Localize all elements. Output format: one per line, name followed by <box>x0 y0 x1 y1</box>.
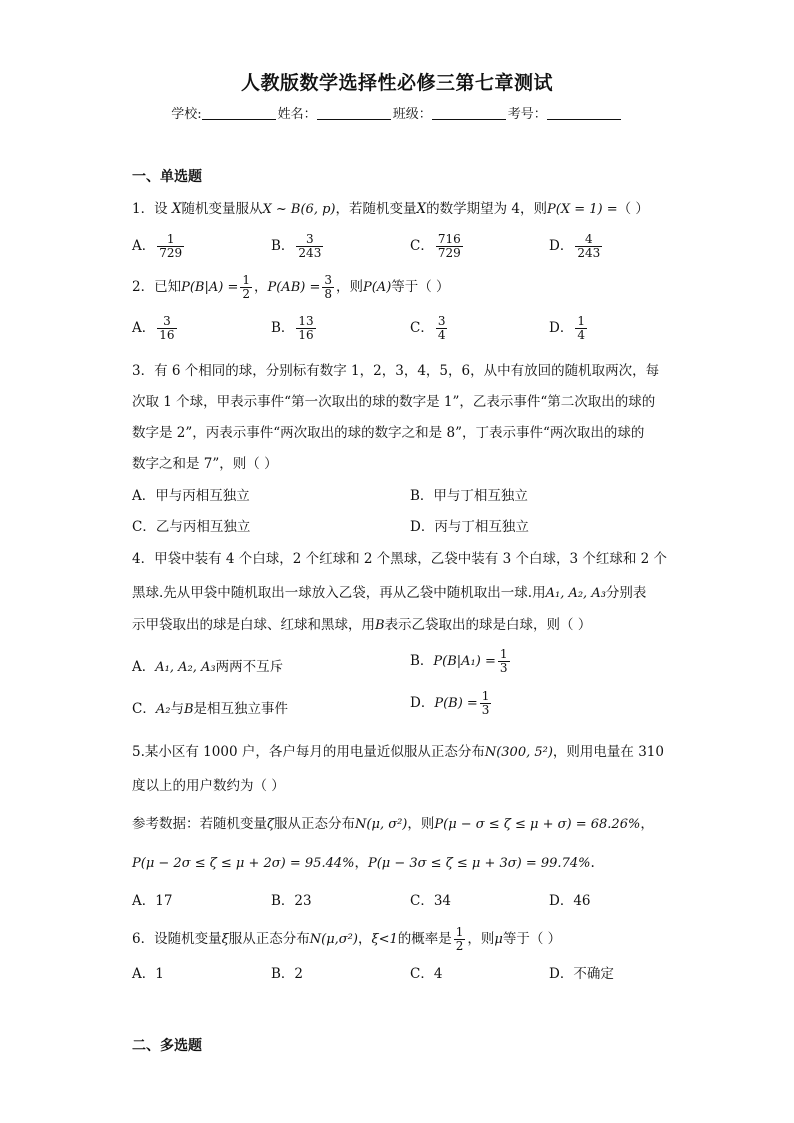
q5-option-d[interactable]: D．46 <box>549 893 591 909</box>
fraction <box>454 926 466 953</box>
option-label: A． <box>132 320 156 336</box>
option-text: 是相互独立事件 <box>193 701 289 717</box>
option-label: C． <box>410 238 434 254</box>
q3-line-3: 数字是 2”，丙表示事件“两次取出的球的数字之和是 8”，丁表示事件“两次取出的球的 <box>132 425 645 441</box>
numerator: 716 <box>437 232 461 246</box>
q1-expression: P(X = 1) = <box>547 202 618 217</box>
q1-text: ，若随机变量 <box>335 201 417 217</box>
question-6 <box>132 926 561 953</box>
fraction <box>575 315 587 342</box>
denominator: 4 <box>577 328 585 342</box>
numerator: 1 <box>499 647 508 661</box>
q5-math: N(μ, σ²) <box>355 817 408 832</box>
q1-var: X <box>171 201 182 217</box>
numerator: 3 <box>437 314 446 328</box>
q1-text: 的数学期望为 4，则 <box>426 201 547 217</box>
q5-math: ζ <box>267 817 275 832</box>
numerator: 13 <box>298 314 314 328</box>
q4-text: 黑球.先从甲袋中随机取出一球放入乙袋，再从乙袋中随机取出一球.用 <box>132 585 546 601</box>
school-label: 学校: <box>171 107 202 122</box>
option-label: D． <box>549 238 574 254</box>
q5-text: ，则用电量在 310 <box>552 744 664 760</box>
denominator: 2 <box>455 939 464 953</box>
q1-option-b[interactable] <box>271 233 325 260</box>
option-label: C． <box>410 320 434 336</box>
option-label: C． <box>132 701 156 717</box>
fraction <box>436 315 448 342</box>
school-blank[interactable] <box>202 106 276 120</box>
q2-expression: P(AB) = <box>267 280 321 295</box>
q6-option-d[interactable]: D．不确定 <box>549 966 614 982</box>
denominator: 8 <box>324 287 332 301</box>
numerator: 1 <box>455 925 464 939</box>
numerator: 4 <box>575 233 602 247</box>
q3-line-4: 数字之和是 7”，则（ ） <box>132 456 278 472</box>
q1-option-c[interactable] <box>410 233 465 260</box>
q4-option-d[interactable] <box>410 690 493 717</box>
fraction <box>296 233 323 260</box>
q1-option-d[interactable] <box>549 233 604 260</box>
q5-math: N(300, 5²) <box>484 745 553 760</box>
name-label: 姓名： <box>277 107 317 122</box>
q6-text: 的概率是 <box>397 931 452 947</box>
q4-text: 示甲袋取出的球是白球、红球和黑球，用 <box>132 617 375 633</box>
name-blank[interactable] <box>317 106 391 120</box>
q3-line-1: 3．有 6 个相同的球，分别标有数字 1，2，3，4，5，6，从中有放回的随机取两次，每 <box>132 363 660 379</box>
option-label: A． <box>132 659 156 675</box>
q2-text: 等于（ ） <box>391 279 450 295</box>
q5-option-c[interactable]: C．34 <box>410 893 452 909</box>
q4-math: P(B|A₁) = <box>433 654 496 669</box>
q6-text: ，则 <box>467 931 495 947</box>
q3-option-a[interactable]: A．甲与丙相互独立 <box>132 488 250 504</box>
q6-math: μ <box>494 932 503 947</box>
q4-text: 分别表 <box>605 585 647 601</box>
q6-option-c[interactable]: C．4 <box>410 966 443 982</box>
fraction <box>240 274 252 301</box>
q1-distribution: X ~ B(6, p) <box>262 202 336 217</box>
q2-option-b[interactable] <box>271 315 318 342</box>
denominator: 16 <box>298 328 314 342</box>
q4-math: A₁, A₂, A₃ <box>155 660 216 675</box>
numerator: 3 <box>324 273 332 287</box>
q3-option-c[interactable]: C．乙与丙相互独立 <box>132 519 251 535</box>
q6-math: ξ<1 <box>371 932 398 947</box>
q5-text: ， <box>640 816 654 832</box>
q2-option-a[interactable] <box>132 315 179 342</box>
q5-math: P(μ − 3σ ≤ ζ ≤ μ + 3σ) = 99.74% <box>367 856 591 871</box>
q5-line-3 <box>132 812 654 832</box>
fraction <box>480 690 492 717</box>
q4-math: A₂ <box>155 702 171 717</box>
fraction <box>575 233 602 260</box>
numerator: 1 <box>242 273 250 287</box>
q1-option-a[interactable] <box>132 233 186 260</box>
option-text: 两两不互斥 <box>215 659 284 675</box>
q5-text: . <box>590 855 595 871</box>
q6-text: 服从正态分布 <box>228 931 310 947</box>
denominator: 16 <box>159 328 175 342</box>
denominator: 243 <box>577 246 601 260</box>
q5-text: 参考数据：若随机变量 <box>132 816 267 832</box>
option-label: D． <box>410 695 435 711</box>
q4-line-1: 4．甲袋中装有 4 个白球，2 个红球和 2 个黑球，乙袋中装有 3 个白球，3 个红球和 2 个 <box>132 551 668 567</box>
class-label: 班级： <box>392 107 432 122</box>
option-label: B． <box>271 320 295 336</box>
denominator: 243 <box>298 246 322 260</box>
fraction <box>436 233 463 260</box>
q2-text: ，则 <box>335 279 363 295</box>
q2-text: 2．已知 <box>132 279 182 295</box>
option-label: B． <box>410 653 434 669</box>
q1-text: 1．设 <box>132 201 172 217</box>
q2-expression: P(B|A) = <box>181 280 239 295</box>
q5-line-2: 度以上的用户数约为（ ） <box>132 778 285 794</box>
denominator: 3 <box>481 703 490 717</box>
q1-paren: （ ） <box>617 201 649 217</box>
numerator: 3 <box>296 233 323 247</box>
q5-text: ， <box>354 855 368 871</box>
q5-line-4 <box>132 851 595 871</box>
q3-line-2: 次取 1 个球，甲表示事件“第一次取出的球的数字是 1”，乙表示事件“第二次取出的球的 <box>132 394 656 410</box>
fraction <box>498 648 510 675</box>
q6-text: 等于（ ） <box>502 931 562 947</box>
numerator: 1 <box>157 233 184 247</box>
numerator: 3 <box>157 315 176 329</box>
denominator: 3 <box>499 661 508 675</box>
q2-option-c[interactable] <box>410 315 449 342</box>
section-heading-single-choice: 一、单选题 <box>132 169 202 185</box>
question-2 <box>132 274 450 301</box>
q4-math: B <box>375 618 385 633</box>
denominator: 729 <box>159 246 183 260</box>
fraction <box>322 274 334 301</box>
q5-line-1 <box>132 740 664 760</box>
q5-text: ，则 <box>407 816 435 832</box>
question-1 <box>132 197 649 217</box>
fraction <box>157 315 176 342</box>
q1-var: X <box>416 201 427 217</box>
q2-text: ， <box>253 279 268 295</box>
q4-line-3 <box>132 613 591 633</box>
numerator: 1 <box>577 314 585 328</box>
q4-math: P(B) = <box>434 696 478 711</box>
number-blank[interactable] <box>547 106 621 120</box>
numerator: 1 <box>481 689 490 703</box>
q4-line-2 <box>132 581 646 601</box>
q4-option-b[interactable] <box>410 648 512 675</box>
section-heading-multiple-choice: 二、多选题 <box>132 1038 202 1054</box>
q5-option-a[interactable]: A．17 <box>132 893 173 909</box>
q5-option-b[interactable]: B．23 <box>271 893 312 909</box>
number-label: 考号： <box>507 107 547 122</box>
q4-math: A₁, A₂, A₃ <box>545 586 606 601</box>
fraction <box>157 233 184 260</box>
q4-option-c[interactable] <box>132 697 288 717</box>
q1-text: 随机变量服从 <box>181 201 263 217</box>
q6-option-b[interactable]: B．2 <box>271 966 304 982</box>
q3-option-b[interactable]: B．甲与丁相互独立 <box>410 488 528 504</box>
option-label: B． <box>271 238 295 254</box>
q4-text: 表示乙袋取出的球是白球，则（ ） <box>384 617 592 633</box>
denominator: 729 <box>437 246 461 260</box>
class-blank[interactable] <box>432 106 506 120</box>
denominator: 4 <box>437 328 446 342</box>
q6-text: ， <box>357 931 372 947</box>
q5-text: 服从正态分布 <box>274 816 356 832</box>
q4-option-a[interactable] <box>132 655 283 675</box>
q2-option-d[interactable] <box>549 315 589 342</box>
q5-math: P(μ − 2σ ≤ ζ ≤ μ + 2σ) = 95.44% <box>132 856 355 871</box>
option-label: A． <box>132 238 156 254</box>
option-label: D． <box>549 320 574 336</box>
denominator: 2 <box>242 287 250 301</box>
q6-math: ξ <box>221 932 229 947</box>
page-title: 人教版数学选择性必修三第七章测试 <box>240 72 553 94</box>
q6-option-a[interactable]: A．1 <box>132 966 164 982</box>
q3-option-d[interactable]: D．丙与丁相互独立 <box>410 519 529 535</box>
q2-expression: P(A) <box>362 280 392 295</box>
q4-math: B <box>183 702 194 717</box>
q5-math: P(μ − σ ≤ ζ ≤ μ + σ) = 68.26% <box>434 817 641 832</box>
fraction <box>296 315 315 342</box>
q6-math: N(μ,σ²) <box>309 932 358 947</box>
student-info-line <box>0 103 794 122</box>
q6-text: 6．设随机变量 <box>132 931 222 947</box>
option-text: 与 <box>170 701 184 717</box>
q5-text: 5.某小区有 1000 户，各户每月的用电量近似服从正态分布 <box>132 744 485 760</box>
